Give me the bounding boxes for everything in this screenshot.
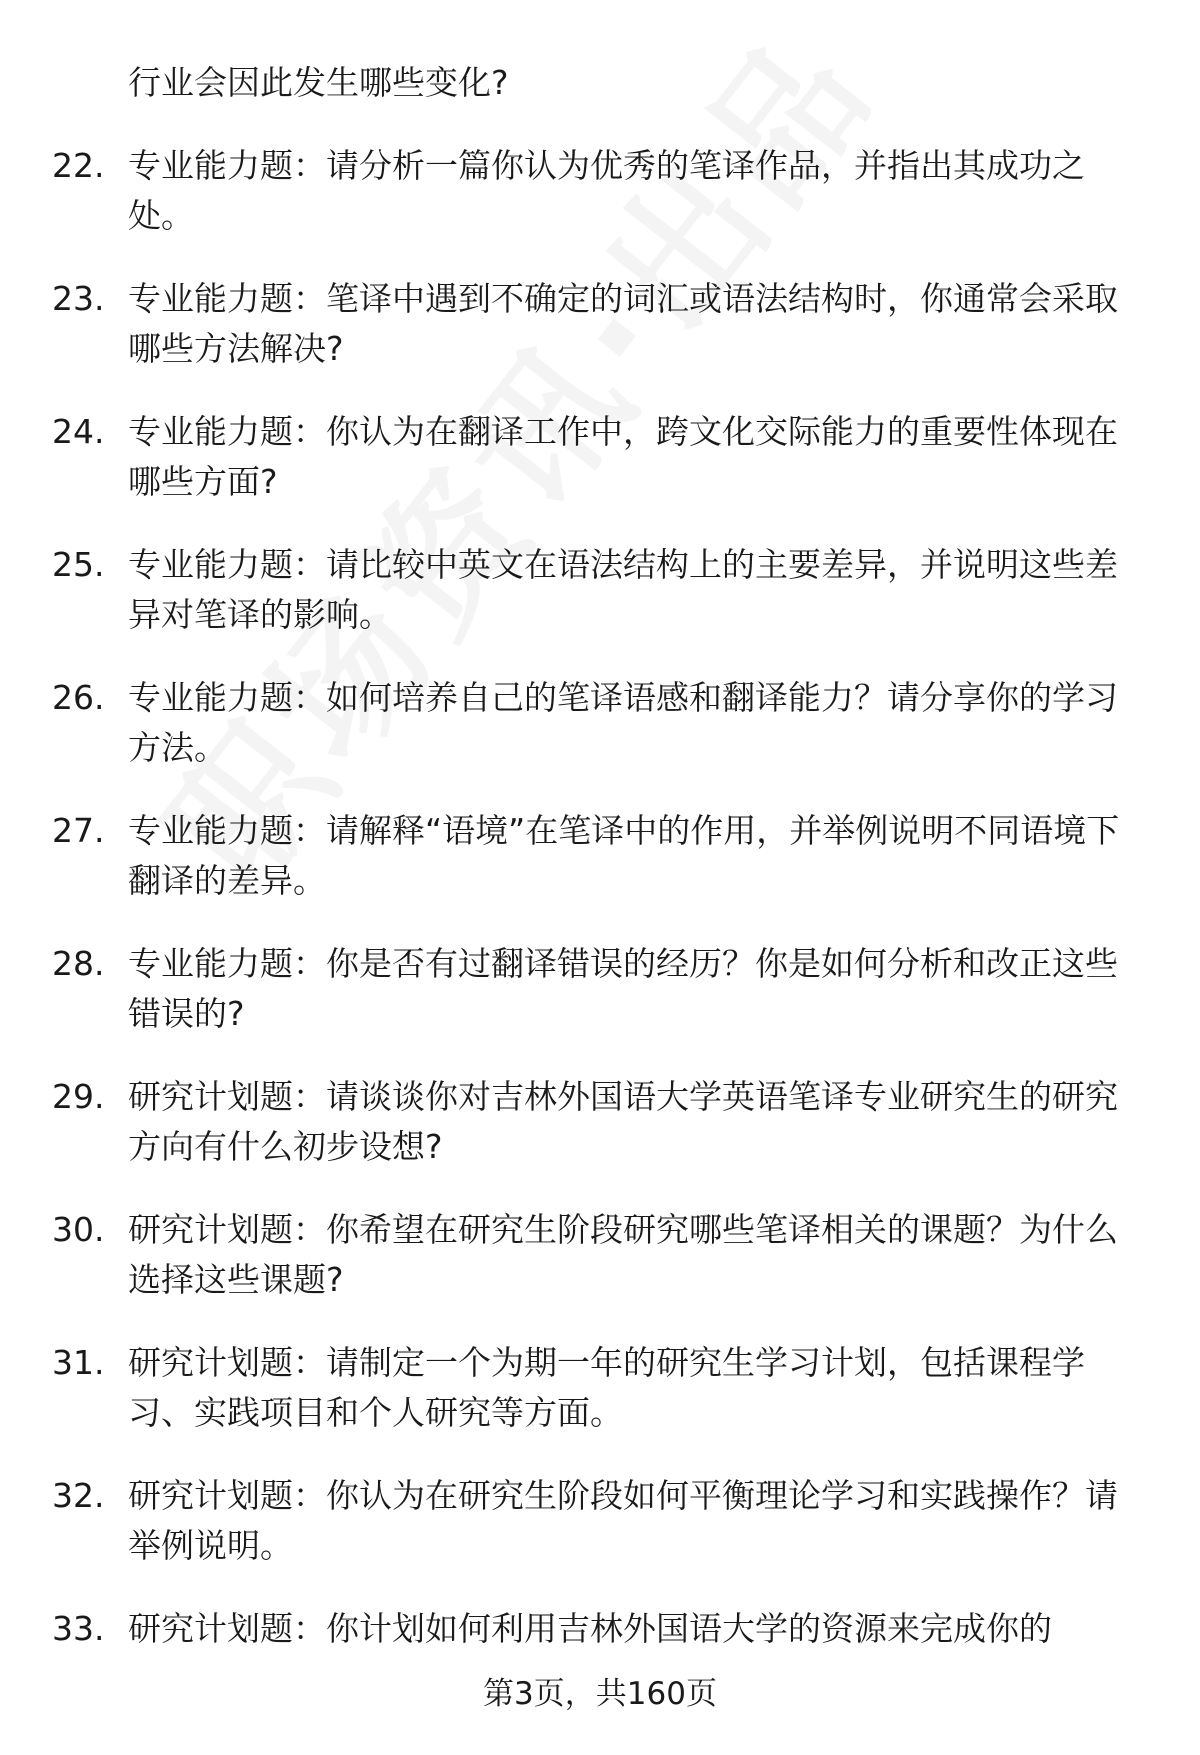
- item-number: 25.: [52, 545, 105, 584]
- list-item: [0, 1471, 1200, 1571]
- item-text: 专业能力题：笔译中遇到不确定的词汇或语法结构时，你通常会采取哪些方法解决?: [128, 279, 1118, 368]
- list-item: [0, 540, 1200, 640]
- item-number: 29.: [52, 1077, 105, 1116]
- item-text: 研究计划题：请谈谈你对吉林外国语大学英语笔译专业研究生的研究方向有什么初步设想?: [128, 1077, 1118, 1166]
- page-footer: 第3页，共160页: [483, 1676, 717, 1712]
- item-text: 专业能力题：请分析一篇你认为优秀的笔译作品，并指出其成功之处。: [128, 146, 1085, 235]
- list-item: [0, 939, 1200, 1039]
- item-number: 27.: [52, 811, 105, 850]
- item-number: 31.: [52, 1343, 105, 1382]
- item-number: 24.: [52, 412, 105, 451]
- item-number: 22.: [52, 146, 105, 185]
- item-text: 研究计划题：你计划如何利用吉林外国语大学的资源来完成你的: [128, 1609, 1052, 1648]
- list-item: [0, 673, 1200, 773]
- continuation-text: 行业会因此发生哪些变化?: [128, 63, 509, 102]
- list-item: [0, 1604, 1200, 1654]
- item-text: 专业能力题：请比较中英文在语法结构上的主要差异，并说明这些差异对笔译的影响。: [128, 545, 1118, 634]
- list-item: [0, 1205, 1200, 1305]
- item-text: 专业能力题：你是否有过翻译错误的经历？你是如何分析和改正这些错误的?: [128, 944, 1118, 1033]
- page-content: [0, 58, 1200, 1687]
- item-number: 33.: [52, 1609, 105, 1648]
- item-number: 26.: [52, 678, 105, 717]
- item-text: 研究计划题：你认为在研究生阶段如何平衡理论学习和实践操作？请举例说明。: [128, 1476, 1118, 1565]
- item-number: 30.: [52, 1210, 105, 1249]
- item-text: 专业能力题：请解释“语境”在笔译中的作用，并举例说明不同语境下翻译的差异。: [128, 811, 1120, 900]
- item-text: 研究计划题：你希望在研究生阶段研究哪些笔译相关的课题？为什么选择这些课题?: [128, 1210, 1118, 1299]
- list-item: [0, 407, 1200, 507]
- list-item: [0, 806, 1200, 906]
- item-text: 专业能力题：如何培养自己的笔译语感和翻译能力？请分享你的学习方法。: [128, 678, 1118, 767]
- item-text: 专业能力题：你认为在翻译工作中，跨文化交际能力的重要性体现在哪些方面?: [128, 412, 1118, 501]
- item-number: 23.: [52, 279, 105, 318]
- list-item: [0, 141, 1200, 241]
- item-number: 32.: [52, 1476, 105, 1515]
- item-number: 28.: [52, 944, 105, 983]
- list-item: [0, 1338, 1200, 1438]
- list-item: [0, 1072, 1200, 1172]
- list-item: [0, 274, 1200, 374]
- item-text: 研究计划题：请制定一个为期一年的研究生学习计划，包括课程学习、实践项目和个人研究等方面。: [128, 1343, 1085, 1432]
